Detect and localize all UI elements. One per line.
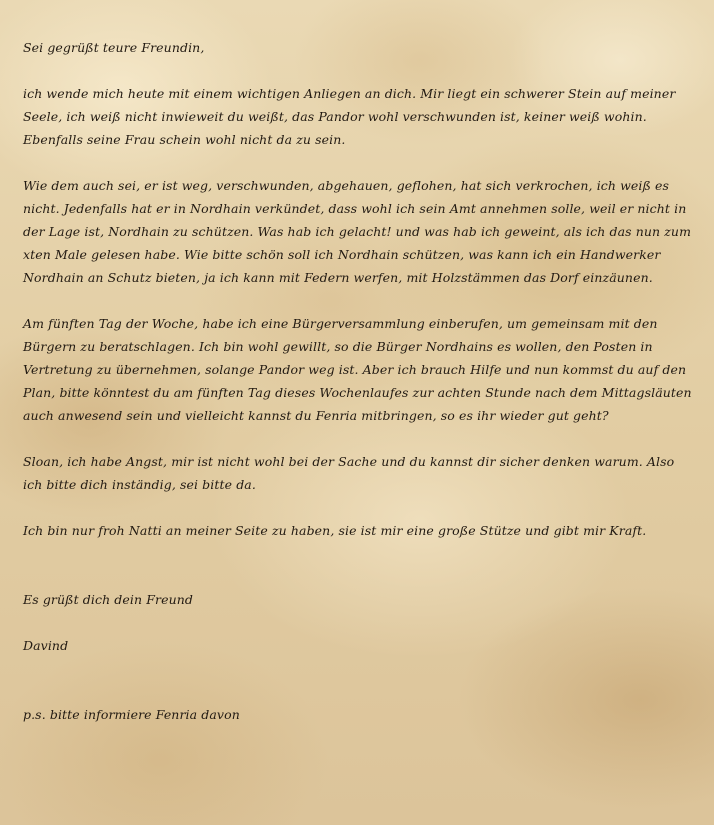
letter-greeting: Sei gegrüßt teure Freundin,	[23, 40, 205, 55]
letter-paragraph-4: Sloan, ich habe Angst, mir ist nicht wohl bei der Sache und du kannst dir sicher denken warum. Also ich bitte dich inständig, sei bitte da.	[23, 454, 675, 492]
letter-paragraph-5: Ich bin nur froh Natti an meiner Seite zu haben, sie ist mir eine große Stütze und gibt mir Kraft.	[23, 523, 647, 538]
letter-postscript: p.s. bitte informiere Fenria davon	[23, 707, 240, 722]
letter-paragraph-2: Wie dem auch sei, er ist weg, verschwunden, abgehauen, geflohen, hat sich verkrochen, ich weiß es nicht. Jedenfalls hat er in Nordhain verkündet, dass wohl ich sein Amt annehmen solle, weil er nicht in der Lage ist, Nordhain zu schützen. Was hab ich gelacht! und was hab ich geweint, als ich das nun zum xten Male gelesen habe. Wie bitte schön soll ich Nordhain schützen, was kann ich ein Handwerker Nordhain an Schutz bieten, ja ich kann mit Federn werfen, mit Holzstämmen das Dorf einzäunen.	[23, 178, 692, 285]
letter-body	[23, 36, 695, 726]
letter-signature: Davind	[23, 638, 69, 653]
letter-paragraph-3: Am fünften Tag der Woche, habe ich eine Bürgerversammlung einberufen, um gemeinsam mit den Bürgern zu beratschlagen. Ich bin wohl gewillt, so die Bürger Nordhains es wollen, den Posten in Vertretung zu übernehmen, solange Pandor weg ist. Aber ich brauch Hilfe und nun kommst du auf den Plan, bitte könntest du am fünften Tag dieses Wochenlaufes zur achten Stunde nach dem Mittagsläuten auch anwesend sein und vielleicht kannst du Fenria mitbringen, so es ihr wieder gut geht?	[23, 316, 692, 423]
letter-paragraph-1: ich wende mich heute mit einem wichtigen Anliegen an dich. Mir liegt ein schwerer Stein auf meiner Seele, ich weiß nicht inwieweit du weißt, das Pandor wohl verschwunden ist, keiner weiß wohin. Ebenfalls seine Frau schein wohl nicht da zu sein.	[23, 86, 676, 147]
letter-closing: Es grüßt dich dein Freund	[23, 592, 193, 607]
